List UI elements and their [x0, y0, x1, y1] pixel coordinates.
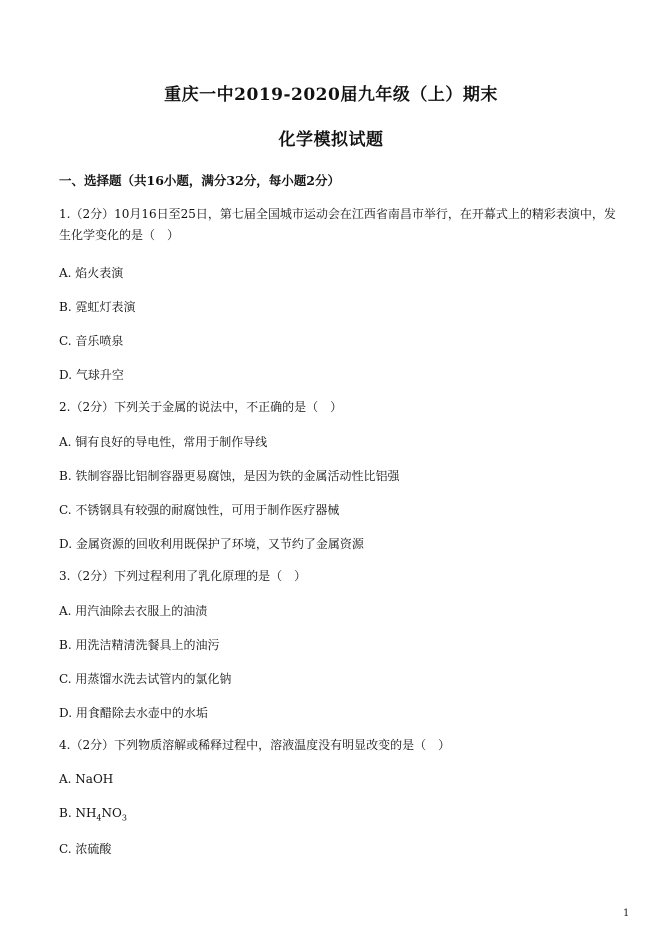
question-4-option-a: A. NaOH	[59, 772, 114, 786]
option-b-prefix: B. NH	[59, 806, 97, 820]
question-3-stem: 3.（2分）下列过程利用了乳化原理的是（ ）	[59, 569, 307, 583]
question-1-option-d: D. 气球升空	[59, 368, 124, 382]
question-4-option-c: C. 浓硫酸	[59, 842, 112, 856]
question-2-option-d: D. 金属资源的回收利用既保护了环境，又节约了金属资源	[59, 537, 364, 551]
question-2-option-b: B. 铁制容器比铝制容器更易腐蚀，是因为铁的金属活动性比铝强	[59, 469, 400, 483]
question-3-option-b: B. 用洗洁精清洗餐具上的油污	[59, 638, 220, 652]
question-1-option-a: A. 焰火表演	[59, 266, 124, 280]
question-2-option-c: C. 不锈钢具有较强的耐腐蚀性，可用于制作医疗器械	[59, 503, 340, 517]
question-3-option-a: A. 用汽油除去衣服上的油渍	[59, 604, 208, 618]
subscript-4: 4	[96, 813, 102, 823]
question-3-option-c: C. 用蒸馏水洗去试管内的氯化钠	[59, 672, 232, 686]
question-2-option-a: A. 铜有良好的导电性，常用于制作导线	[59, 435, 268, 449]
exam-subtitle: 化学模拟试题	[278, 130, 384, 150]
question-1-option-c: C. 音乐喷泉	[59, 334, 124, 348]
section-heading: 一、选择题（共16小题，满分32分，每小题2分）	[59, 173, 340, 188]
question-2-stem: 2.（2分）下列关于金属的说法中，不正确的是（ ）	[59, 400, 343, 414]
subscript-3: 3	[121, 813, 127, 823]
question-3-option-d: D. 用食醋除去水壶中的水垢	[59, 706, 208, 720]
option-b-mid: NO	[101, 806, 122, 820]
exam-title: 重庆一中2019-2020届九年级（上）期末	[164, 85, 498, 105]
question-4-option-b	[59, 806, 127, 822]
question-1-stem: 1.（2分）10月16日至25日，第七届全国城市运动会在江西省南昌市举行，在开幕式上的精彩表演中，发生化学变化的是（ ）	[59, 207, 616, 242]
question-1-option-b: B. 霓虹灯表演	[59, 300, 136, 314]
page-number: 1	[623, 908, 630, 919]
question-4-stem: 4.（2分）下列物质溶解或稀释过程中，溶液温度没有明显改变的是（ ）	[59, 738, 451, 752]
